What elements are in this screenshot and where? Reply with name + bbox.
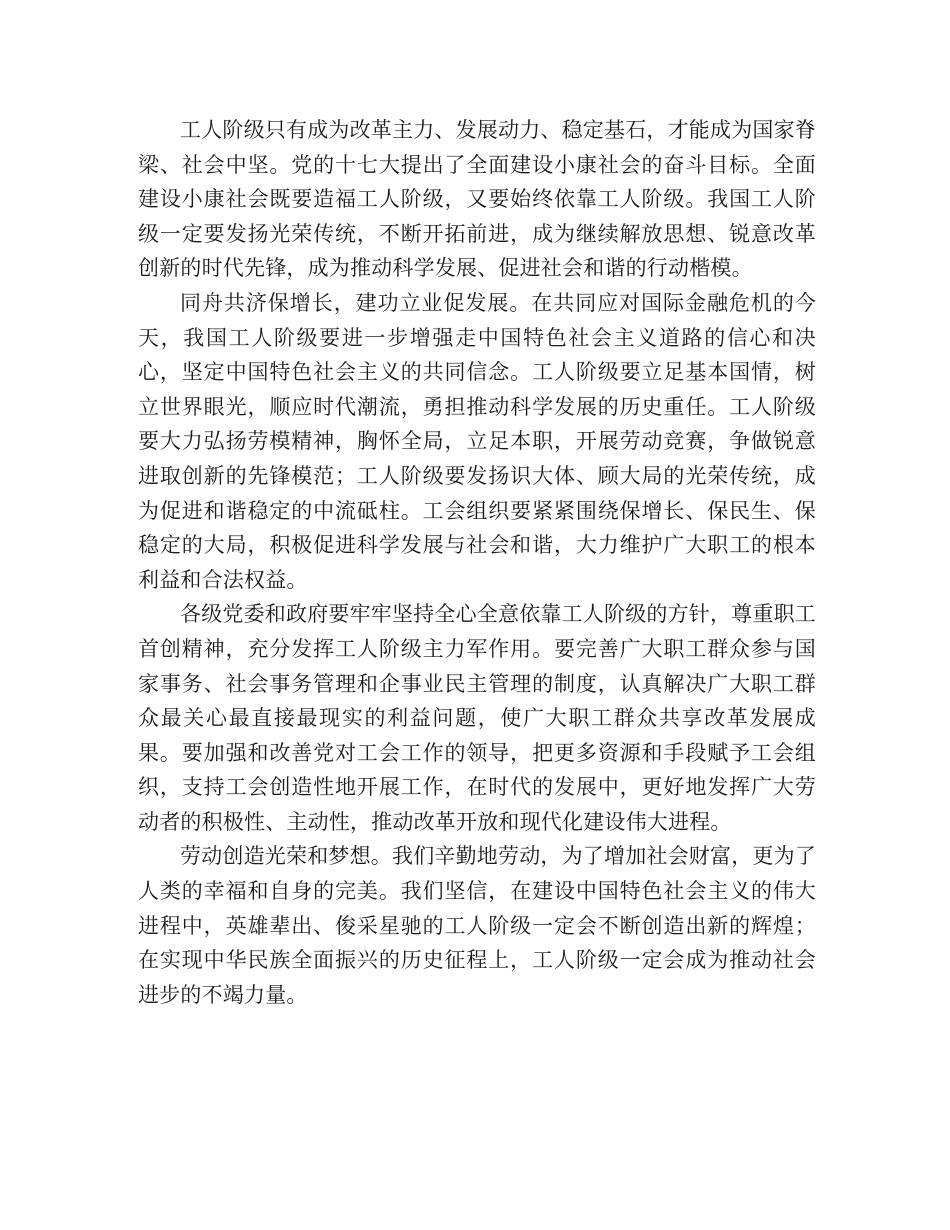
paragraph-1: 工人阶级只有成为改革主力、发展动力、稳定基石，才能成为国家脊梁、社会中坚。党的十七大提出了全面建设小康社会的奋斗目标。全面建设小康社会既要造福工人阶级，又要始终依靠工人阶级。我国工人阶级一定要发扬光荣传统，不断开拓前进，成为继续解放思想、锐意改革创新的时代先锋，成为推动科学发展、促进社会和谐的行动楷模。 <box>138 118 816 281</box>
document-body <box>138 113 816 1012</box>
paragraph-3: 各级党委和政府要牢牢坚持全心全意依靠工人阶级的方针，尊重职工首创精神，充分发挥工人阶级主力军作用。要完善广大职工群众参与国家事务、社会事务管理和企事业民主管理的制度，认真解决广大职工群众最关心最直接最现实的利益问题，使广大职工群众共享改革发展成果。要加强和改善党对工会工作的领导，把更多资源和手段赋予工会组织，支持工会创造性地开展工作，在时代的发展中，更好地发挥广大劳动者的积极性、主动性，推动改革开放和现代化建设伟大进程。 <box>138 602 816 834</box>
paragraph-4: 劳动创造光荣和梦想。我们辛勤地劳动，为了增加社会财富，更为了人类的幸福和自身的完美。我们坚信，在建设中国特色社会主义的伟大进程中，英雄辈出、俊采星驰的工人阶级一定会不断创造出新的辉煌；在实现中华民族全面振兴的历史征程上，工人阶级一定会成为推动社会进步的不竭力量。 <box>138 844 816 1007</box>
paragraph-2: 同舟共济保增长，建功立业促发展。在共同应对国际金融危机的今天，我国工人阶级要进一步增强走中国特色社会主义道路的信心和决心，坚定中国特色社会主义的共同信念。工人阶级要立足基本国情，树立世界眼光，顺应时代潮流，勇担推动科学发展的历史重任。工人阶级要大力弘扬劳模精神，胸怀全局，立足本职，开展劳动竞赛，争做锐意进取创新的先锋模范；工人阶级要发扬识大体、顾大局的光荣传统，成为促进和谐稳定的中流砥柱。工会组织要紧紧围绕保增长、保民生、保稳定的大局，积极促进科学发展与社会和谐，大力维护广大职工的根本利益和合法权益。 <box>138 290 816 592</box>
